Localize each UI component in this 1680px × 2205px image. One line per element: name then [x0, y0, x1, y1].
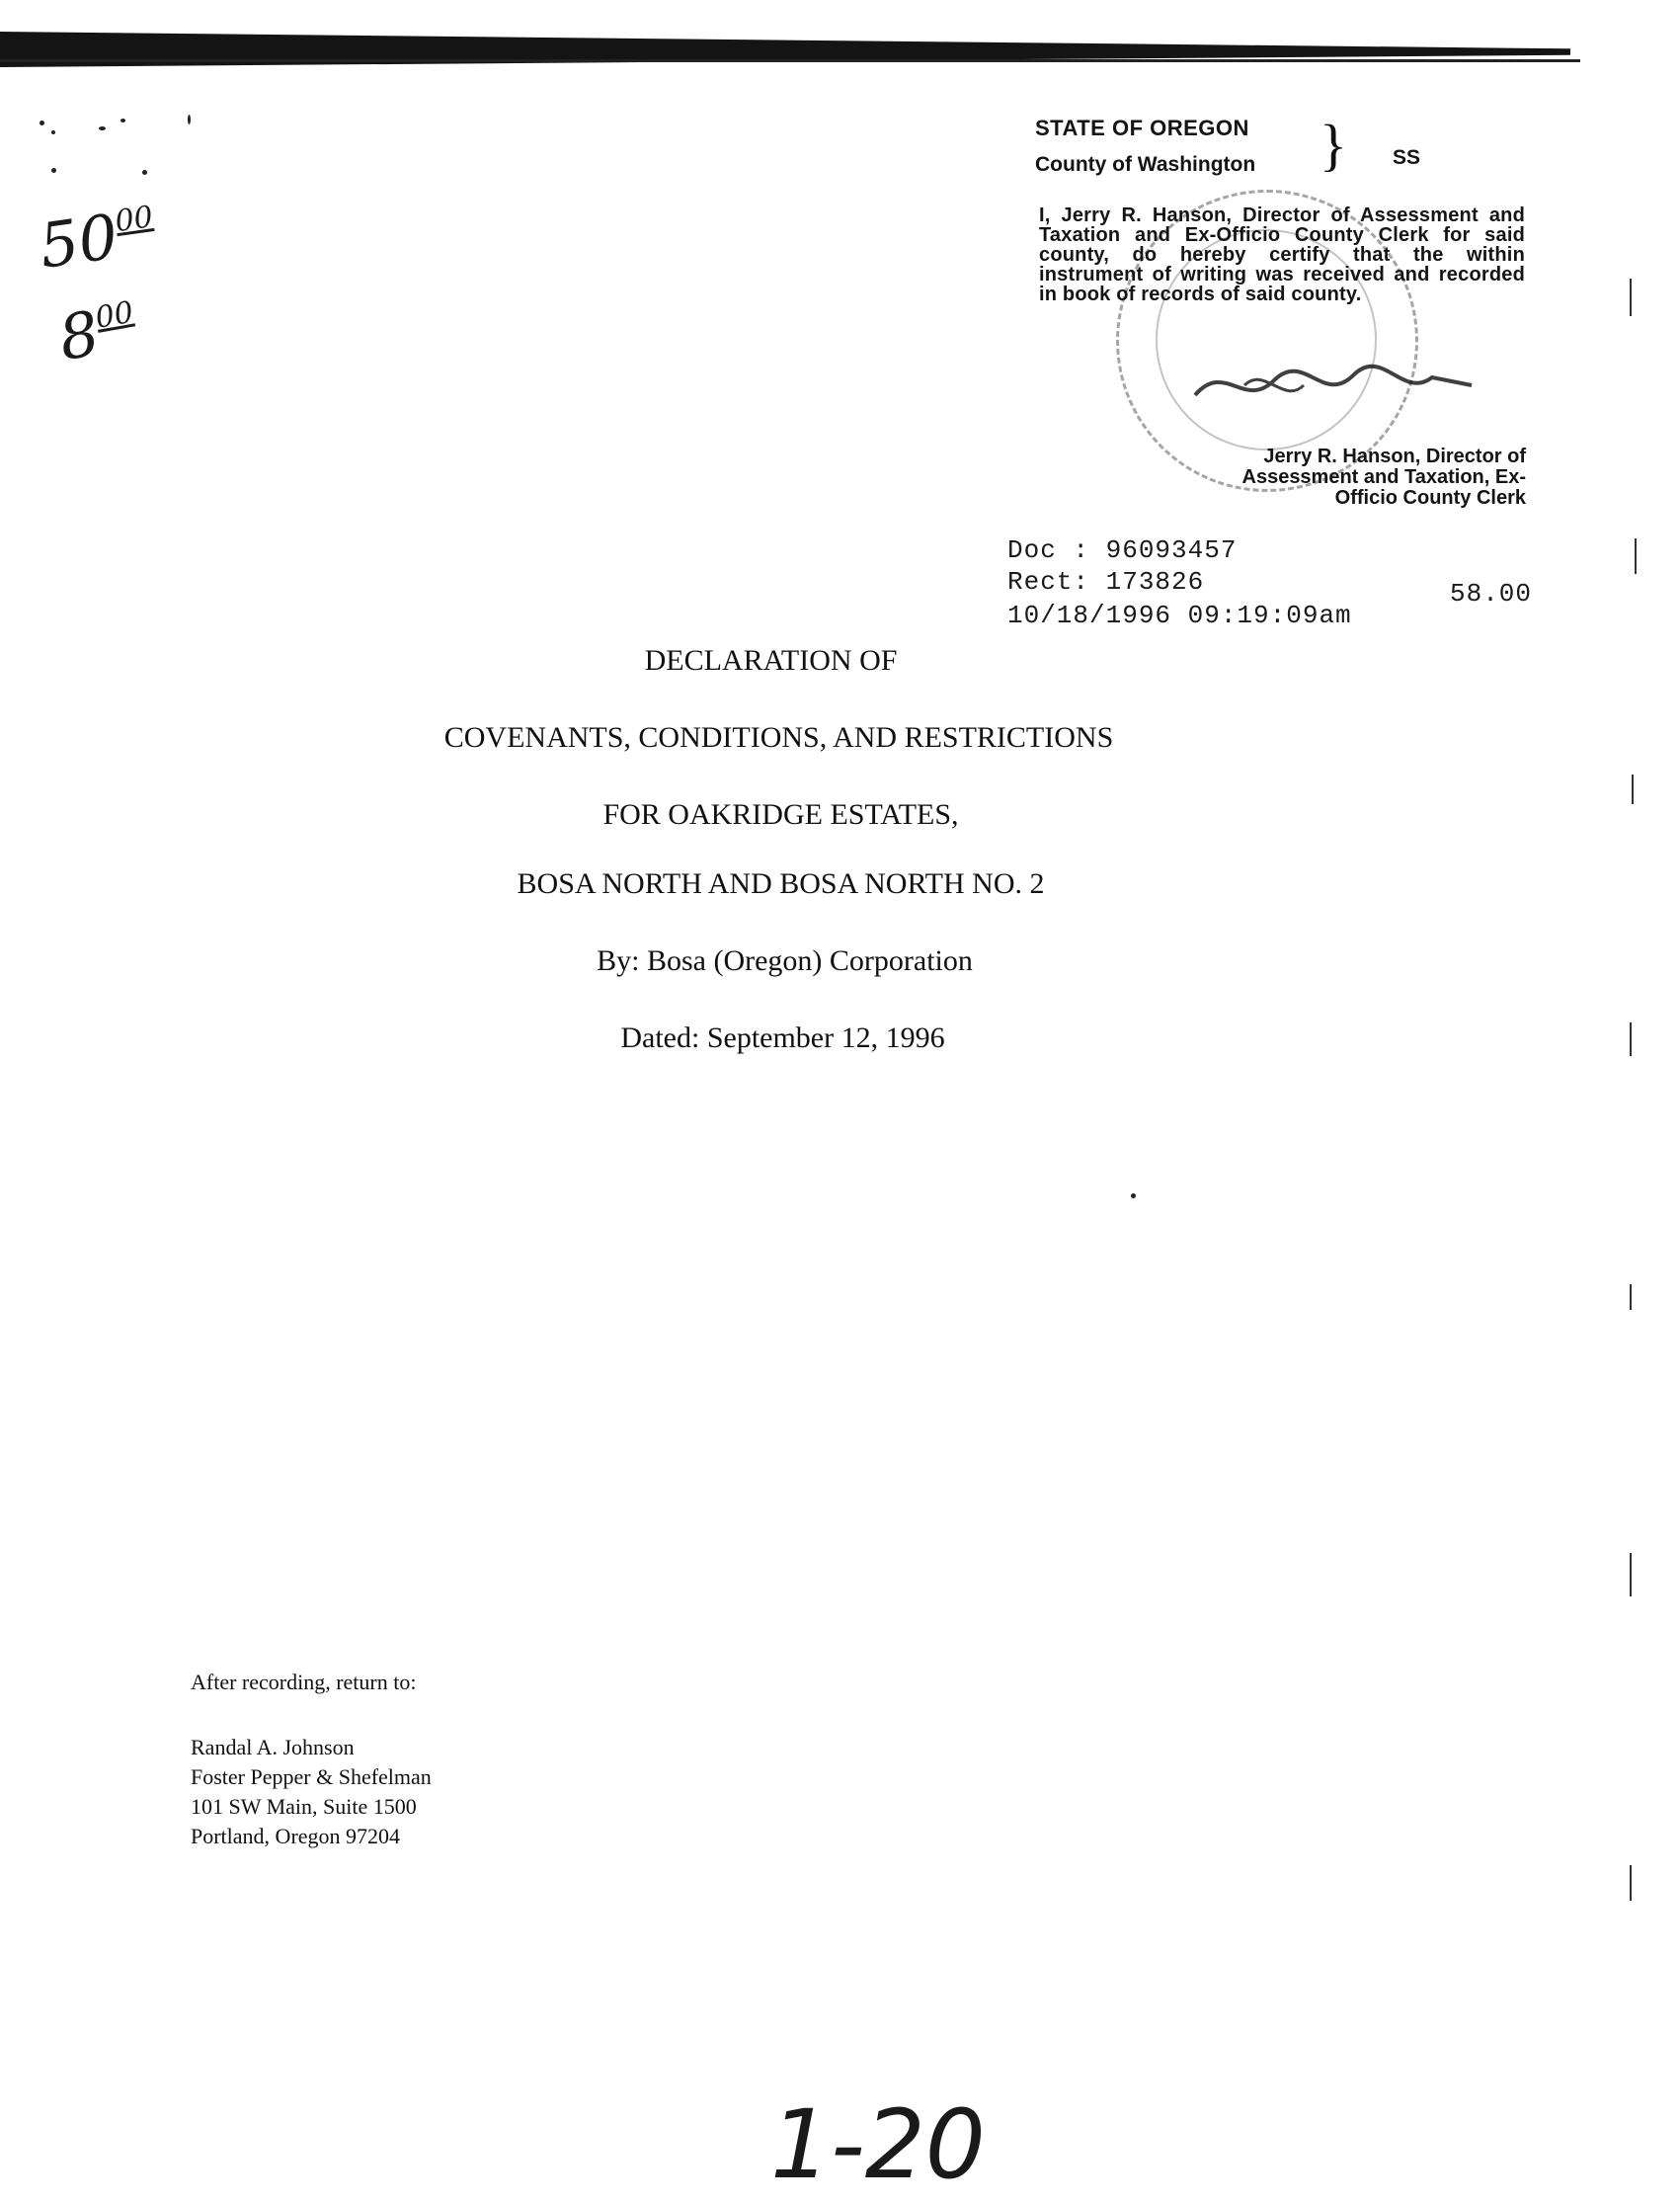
- clerk-signature: [1185, 356, 1481, 415]
- stamp-state: STATE OF OREGON: [1035, 116, 1249, 140]
- handwritten-fee-50: $50^{00}$: [35, 200, 156, 283]
- stamp-brace: }: [1320, 113, 1347, 177]
- stamp-county: County of Washington: [1035, 153, 1256, 176]
- stamp-certification: I, Jerry R. Hanson, Director of Assessment and Taxation and Ex-Officio County Clerk for said county, do hereby certify that the within instrument of writing was received and recorded in book of records of said county.: [1039, 204, 1525, 305]
- title-dated: Dated: September 12, 1996: [620, 1021, 945, 1054]
- title-by: By: Bosa (Oregon) Corporation: [597, 944, 973, 977]
- recording-receipt-number: Rect: 173826: [1007, 567, 1205, 597]
- scan-top-line: [0, 59, 1580, 62]
- title-line-3: FOR OAKRIDGE ESTATES,: [602, 798, 959, 831]
- return-line: 101 SW Main, Suite 1500: [191, 1794, 417, 1819]
- recording-fee: 58.00: [1450, 579, 1533, 609]
- return-line: Foster Pepper & Shefelman: [191, 1764, 432, 1789]
- title-line-4: BOSA NORTH AND BOSA NORTH NO. 2: [517, 867, 1045, 900]
- recording-doc-number: Doc : 96093457: [1007, 535, 1238, 565]
- return-line: Portland, Oregon 97204: [191, 1824, 401, 1848]
- stamp-signer: Jerry R. Hanson, Director of Assessment and Taxation, Ex-Officio County Clerk: [1241, 446, 1526, 509]
- handwritten-page-range: 1-20: [770, 2089, 986, 2200]
- return-line: Randal A. Johnson: [191, 1735, 355, 1759]
- return-heading: After recording, return to:: [191, 1670, 417, 1694]
- recording-datetime: 10/18/1996 09:19:09am: [1007, 601, 1352, 630]
- title-line-1: DECLARATION OF: [644, 644, 898, 677]
- title-line-2: COVENANTS, CONDITIONS, AND RESTRICTIONS: [443, 721, 1114, 754]
- stamp-ss: SS: [1393, 146, 1421, 169]
- handwritten-fee-8: $8^{00}$: [53, 294, 136, 375]
